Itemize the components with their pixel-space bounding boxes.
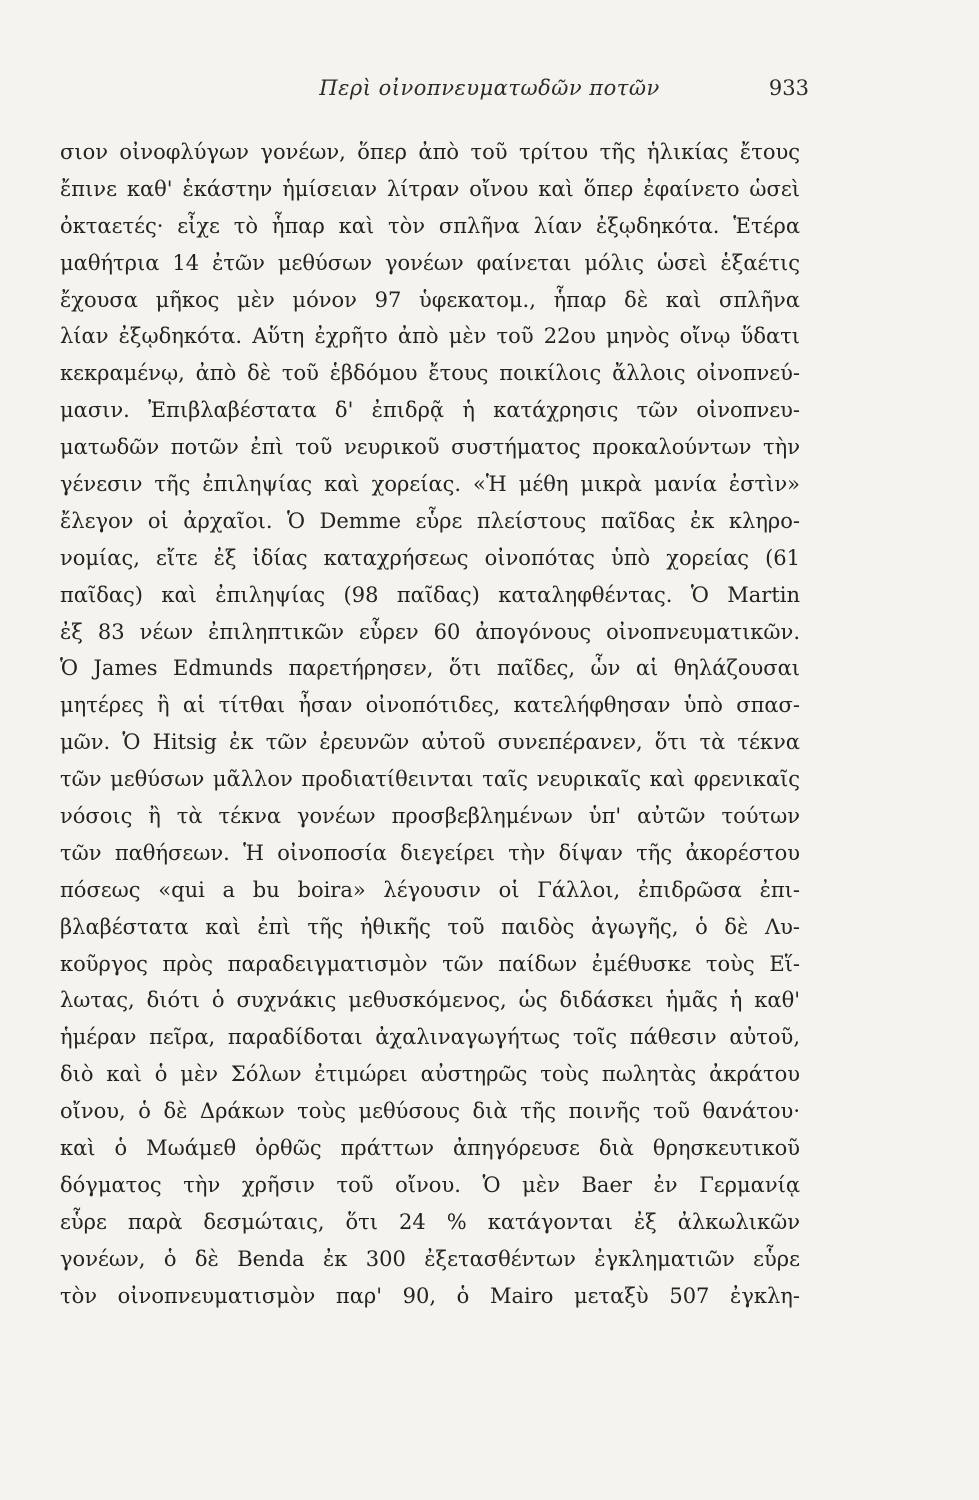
text-line: εὗρε παρὰ δεσμώταις, ὅτι 24 % κατάγονται ἐξ ἀλκωλικῶν — [60, 1209, 800, 1234]
text-line: διὸ καὶ ὁ μὲν Σόλων ἐτιμώρει αὐστηρῶς τοὺς πωλητὰς ἀκράτου — [60, 1062, 800, 1087]
text-line: παῖδας) καὶ ἐπιληψίας (98 παῖδας) καταληφθέντας. Ὁ Martin — [60, 582, 800, 607]
text-line: ἐξ 83 νέων ἐπιληπτικῶν εὗρεν 60 ἀπογόνους οἰνοπνευματικῶν. — [60, 619, 800, 644]
text-line: λωτας, διότι ὁ συχνάκις μεθυσκόμενος, ὡς διδάσκει ἡμᾶς ἡ καθ' — [60, 988, 800, 1013]
text-line: νομίας, εἴτε ἐξ ἰδίας καταχρήσεως οἰνοπότας ὑπὸ χορείας (61 — [60, 545, 800, 570]
text-line: κοῦργος πρὸς παραδειγματισμὸν τῶν παίδων ἐμέθυσκε τοὺς Εἵ- — [60, 951, 800, 976]
text-line: ἔχουσα μῆκος μὲν μόνον 97 ὑφεκατομ., ἧπαρ δὲ καὶ σπλῆνα — [60, 287, 800, 312]
text-line: μητέρες ἢ αἱ τίτθαι ἦσαν οἰνοπότιδες, κατελήφθησαν ὑπὸ σπασ- — [60, 693, 800, 718]
running-title: Περὶ οἰνοπνευματωδῶν ποτῶν — [319, 76, 660, 100]
text-line: βλαβέστατα καὶ ἐπὶ τῆς ἠθικῆς τοῦ παιδὸς ἀγωγῆς, ὁ δὲ Λυ- — [60, 914, 800, 939]
text-line: τῶν παθήσεων. Ἡ οἰνοποσία διεγείρει τὴν δίψαν τῆς ἀκορέστου — [60, 840, 800, 865]
text-line: Ὁ James Edmunds παρετήρησεν, ὅτι παῖδες, ὧν αἱ θηλάζουσαι — [60, 656, 800, 681]
page-number: 933 — [768, 76, 809, 100]
text-line: τὸν οἰνοπνευματισμὸν παρ' 90, ὁ Mairo μεταξὺ 507 ἐγκλη- — [60, 1283, 800, 1308]
text-line: μασιν. Ἐπιβλαβέστατα δ' ἐπιδρᾷ ἡ κατάχρησις τῶν οἰνοπνευ- — [60, 398, 800, 423]
text-line: γένεσιν τῆς ἐπιληψίας καὶ χορείας. «Ἡ μέθη μικρὰ μανία ἐστὶν» — [60, 472, 800, 497]
text-line: καὶ ὁ Μωάμεθ ὀρθῶς πράττων ἀπηγόρευσε διὰ θρησκευτικοῦ — [60, 1136, 800, 1161]
text-line: ὀκταετές· εἶχε τὸ ἧπαρ καὶ τὸν σπλῆνα λίαν ἐξῳδηκότα. Ἑτέρα — [60, 213, 800, 238]
text-line: ἔλεγον οἱ ἀρχαῖοι. Ὁ Demme εὗρε πλείστους παῖδας ἐκ κληρο- — [60, 508, 800, 533]
text-line: ματωδῶν ποτῶν ἐπὶ τοῦ νευρικοῦ συστήματος προκαλούντων τὴν — [60, 435, 800, 460]
text-line: ἔπινε καθ' ἑκάστην ἡμίσειαν λίτραν οἴνου καὶ ὅπερ ἐφαίνετο ὡσεὶ — [60, 176, 800, 201]
text-line: γονέων, ὁ δὲ Benda ἐκ 300 ἐξετασθέντων ἐγκληματιῶν εὗρε — [60, 1246, 800, 1271]
text-line: οἴνου, ὁ δὲ Δράκων τοὺς μεθύσους διὰ τῆς ποινῆς τοῦ θανάτου· — [60, 1099, 800, 1124]
text-line: μῶν. Ὁ Hitsig ἐκ τῶν ἐρευνῶν αὐτοῦ συνεπέρανεν, ὅτι τὰ τέκνα — [60, 730, 800, 755]
page-header — [0, 68, 979, 108]
text-line: τῶν μεθύσων μᾶλλον προδιατίθεινται ταῖς νευρικαῖς καὶ φρενικαῖς — [60, 767, 800, 792]
text-line: λίαν ἐξῳδηκότα. Αὕτη ἐχρῆτο ἀπὸ μὲν τοῦ 22ου μηνὸς οἴνῳ ὕδατι — [60, 324, 800, 349]
text-line: πόσεως «qui a bu boira» λέγουσιν οἱ Γάλλοι, ἐπιδρῶσα ἐπι- — [60, 877, 800, 902]
text-line: νόσοις ἢ τὰ τέκνα γονέων προσβεβλημένων ὑπ' αὐτῶν τούτων — [60, 804, 800, 829]
text-line: κεκραμένῳ, ἀπὸ δὲ τοῦ ἑβδόμου ἔτους ποικίλοις ἄλλοις οἰνοπνεύ- — [60, 361, 800, 386]
body-text — [60, 134, 800, 1315]
text-line: δόγματος τὴν χρῆσιν τοῦ οἴνου. Ὁ μὲν Baer ἐν Γερμανίᾳ — [60, 1172, 800, 1197]
text-line: μαθήτρια 14 ἐτῶν μεθύσων γονέων φαίνεται μόλις ὡσεὶ ἑξαέτις — [60, 250, 800, 275]
text-line: ἡμέραν πεῖρα, παραδίδοται ἀχαλιναγωγήτως τοῖς πάθεσιν αὐτοῦ, — [60, 1025, 800, 1050]
text-line: σιον οἰνοφλύγων γονέων, ὅπερ ἀπὸ τοῦ τρίτου τῆς ἡλικίας ἔτους — [60, 140, 800, 164]
